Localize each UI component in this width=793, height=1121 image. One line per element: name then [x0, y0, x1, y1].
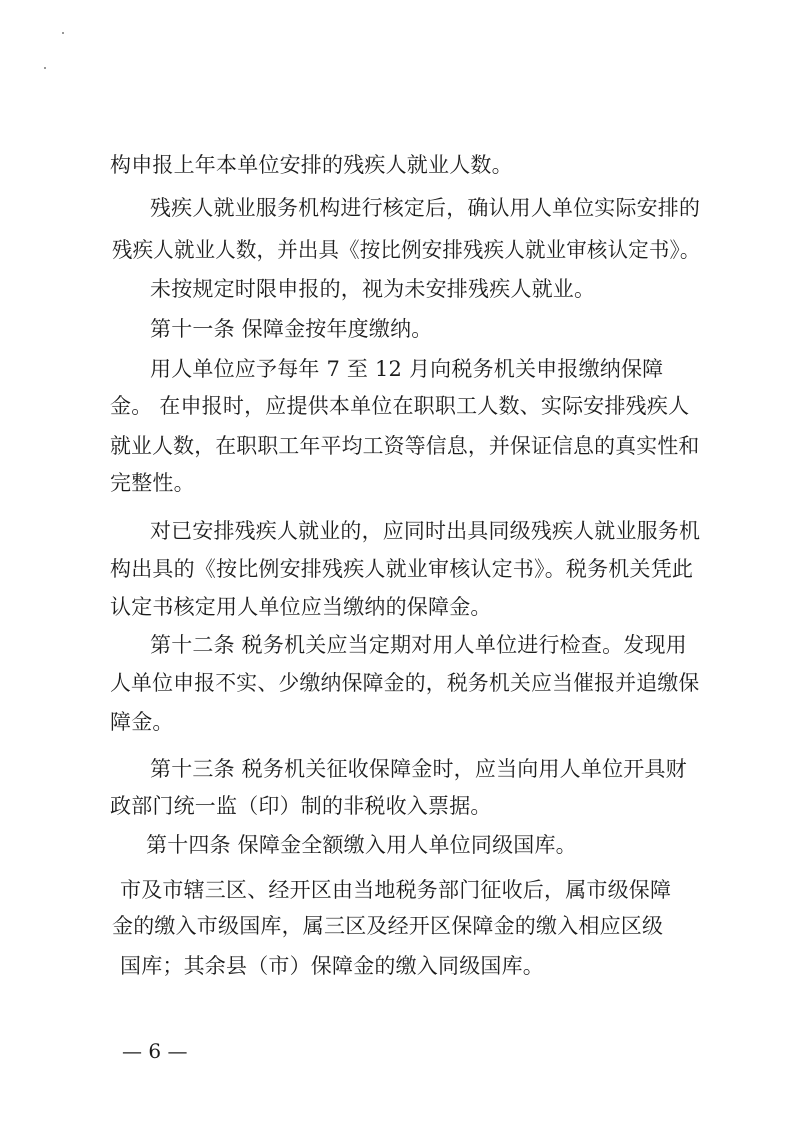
- text-line: 第十四条 保障金全额缴入用人单位同级国库。: [146, 833, 577, 857]
- scan-speck: [62, 32, 64, 34]
- text-line: 金。 在申报时，应提供本单位在职职工人数、实际安排残疾人: [110, 394, 690, 418]
- text-line: 第十一条 保障金按年度缴纳。: [150, 317, 433, 341]
- text-line: 完整性。: [110, 471, 195, 495]
- text-line: 第十三条 税务机关征收保障金时，应当向用人单位开具财: [150, 757, 687, 781]
- text-line: 构申报上年本单位安排的残疾人就业人数。: [110, 153, 513, 177]
- text-line: 国库；其余县（市）保障金的缴入同级国库。: [120, 954, 544, 978]
- text-line: 用人单位应予每年 7 至 12 月向税务机关申报缴纳保障: [150, 357, 664, 381]
- text-line: 认定书核定用人单位应当缴纳的保障金。: [110, 595, 492, 619]
- text-line: 市及市辖三区、经开区由当地税务部门征收后，属市级保障: [120, 878, 672, 902]
- text-line: 人单位申报不实、少缴纳保障金的，税务机关应当催报并追缴保: [110, 671, 700, 695]
- scan-speck: [44, 67, 46, 69]
- text-line: 金的缴入市级国库，属三区及经开区保障金的缴入相应区级: [112, 914, 664, 938]
- text-line: 就业人数，在职职工年平均工资等信息，并保证信息的真实性和: [110, 434, 700, 458]
- text-line: 第十二条 税务机关应当定期对用人单位进行检查。发现用: [150, 633, 687, 657]
- page-number: — 6 —: [122, 1039, 188, 1063]
- text-line: 障金。: [110, 710, 174, 734]
- text-line: 对已安排残疾人就业的，应同时出具同级残疾人就业服务机: [150, 519, 701, 543]
- text-line: 残疾人就业服务机构进行核定后，确认用人单位实际安排的: [150, 196, 701, 220]
- text-line: 残疾人就业人数，并出具《按比例安排残疾人就业审核认定书》。: [112, 238, 701, 262]
- text-line: 构出具的《按比例安排残疾人就业审核认定书》。税务机关凭此: [110, 557, 694, 581]
- text-line: 政部门统一监（印）制的非税收入票据。: [110, 794, 492, 818]
- text-line: 未按规定时限申报的，视为未安排残疾人就业。: [150, 277, 596, 301]
